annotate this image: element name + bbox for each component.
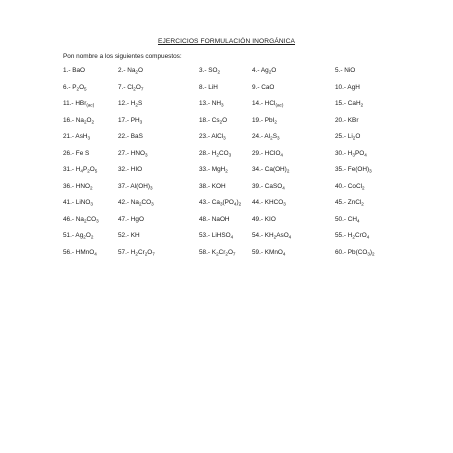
exercise-item: 5.- NiO: [335, 67, 356, 74]
exercise-item: 25.- $Li_2O$: [335, 133, 361, 141]
exercise-row: [63, 216, 403, 233]
exercise-row: [63, 100, 403, 117]
exercise-item: 30.- $H_3PO_4$: [335, 149, 367, 157]
exercise-item: 32.- HIO: [118, 166, 143, 173]
exercise-item: 3.- $SO_2$: [199, 67, 221, 75]
exercise-item: 43.- $Ca_3(PO_4)_2$: [199, 199, 242, 207]
exercise-item: 12.- $H_2S$: [118, 100, 143, 108]
exercise-item: 23.- AlCl$_3$: [199, 133, 226, 141]
exercise-item: 37.- $Al(OH)_3$: [118, 182, 153, 190]
exercise-item: 2.- $Na_2O$: [118, 67, 143, 75]
exercise-item: 41.- LiNO$_3$: [63, 199, 93, 207]
exercise-item: 20.- KBr: [335, 116, 359, 124]
exercise-item: 39.- CaSO$_4$: [252, 182, 285, 190]
instruction-text: Pon nombre a los siguientes compuestos:: [63, 53, 182, 60]
exercise-row: [63, 133, 403, 150]
exercise-row: [63, 117, 403, 134]
exercise-item: 46.- $Na_2CO_3$: [63, 215, 99, 223]
exercise-row: [63, 183, 403, 200]
exercise-row: [63, 166, 403, 183]
exercise-item: 60.- $Pb(CO_3)_2$: [335, 248, 375, 256]
exercise-row: [63, 249, 403, 266]
exercise-item: 52.- KH: [118, 232, 140, 239]
exercise-item: 14.- HCl$_{(ac)}$: [252, 100, 284, 108]
exercise-item: 27.- $HNO_3$: [118, 149, 148, 157]
exercise-item: 54.- $KH_2AsO_4$: [252, 232, 292, 240]
document-title: EJERCICIOS FORMULACIÓN INORGÁNICA: [157, 38, 296, 45]
exercise-item: 11.- HBr$_{(ac)}$: [63, 100, 95, 108]
exercise-item: 53.- LiHSO$_4$: [199, 232, 234, 240]
exercise-item: 24.- $Al_2S_3$: [252, 133, 280, 141]
exercise-row: [63, 84, 403, 101]
exercise-item: 36.- $HNO_2$: [63, 182, 93, 190]
exercise-item: 50.- $CH_4$: [335, 215, 360, 223]
exercise-row: [63, 199, 403, 216]
exercise-item: 6.- $P_2O_5$: [63, 83, 87, 91]
exercise-item: 45.- ZnCl$_2$: [335, 199, 364, 207]
exercise-item: 18.- $Cs_2O$: [199, 116, 228, 124]
exercise-item: 28.- $H_2CO_3$: [199, 149, 232, 157]
exercise-item: 35.- $Fe(OH)_3$: [335, 166, 372, 174]
exercise-item: 49.- KIO: [252, 215, 276, 223]
exercise-item: 34.- $Ca(OH)_2$: [252, 166, 290, 174]
exercise-item: 26.- Fe S: [63, 149, 90, 157]
exercise-item: 4.- $Ag_2O$: [252, 67, 277, 75]
exercise-item: 29.- HClO$_4$: [252, 149, 283, 157]
exercise-item: 57.- $H_2Cr_2O_7$: [118, 248, 155, 256]
exercise-item: 19.- PbI$_2$: [252, 116, 277, 124]
exercise-item: 59.- KMnO$_4$: [252, 248, 286, 256]
exercise-item: 31.- $H_4P_2O_5$: [63, 166, 98, 174]
exercise-item: 51.- $Ag_2O_2$: [63, 232, 94, 240]
exercise-item: 10.- AgH: [335, 83, 360, 91]
exercise-item: 13.- $NH_3$: [199, 100, 224, 108]
exercise-item: 55.- $H_2CrO_4$: [335, 232, 370, 240]
exercise-item: 22.- BaS: [118, 133, 143, 140]
exercise-row: [63, 232, 403, 249]
exercise-row: [63, 150, 403, 167]
exercise-item: 44.- $KHCO_3$: [252, 199, 286, 207]
exercise-item: 58.- $K_2Cr_2O_7$: [199, 248, 236, 256]
exercise-item: 7.- $Cl_2O_7$: [118, 83, 144, 91]
exercise-grid: [63, 67, 403, 265]
exercise-item: 40.- CoCl$_2$: [335, 182, 365, 190]
exercise-row: [63, 67, 403, 84]
exercise-item: 8.- LiH: [199, 83, 218, 91]
exercise-item: 21.- AsH$_3$: [63, 133, 91, 141]
exercise-item: 42.- $Na_2CO_3$: [118, 199, 154, 207]
exercise-item: 1.- BaO: [63, 67, 86, 74]
exercise-item: 33.- MgH$_2$: [199, 166, 228, 174]
exercise-item: 47.- HgO: [118, 215, 144, 223]
exercise-item: 56.- HMnO$_4$: [63, 248, 97, 256]
exercise-item: 9.- CaO: [252, 83, 275, 91]
exercise-item: 38.- KOH: [199, 182, 226, 190]
exercise-item: 16.- $Na_2O_2$: [63, 116, 95, 124]
exercise-item: 17.- $PH_3$: [118, 116, 143, 124]
exercise-item: 15.- CaH$_2$: [335, 100, 364, 108]
exercise-item: 48.- NaOH: [199, 215, 230, 223]
